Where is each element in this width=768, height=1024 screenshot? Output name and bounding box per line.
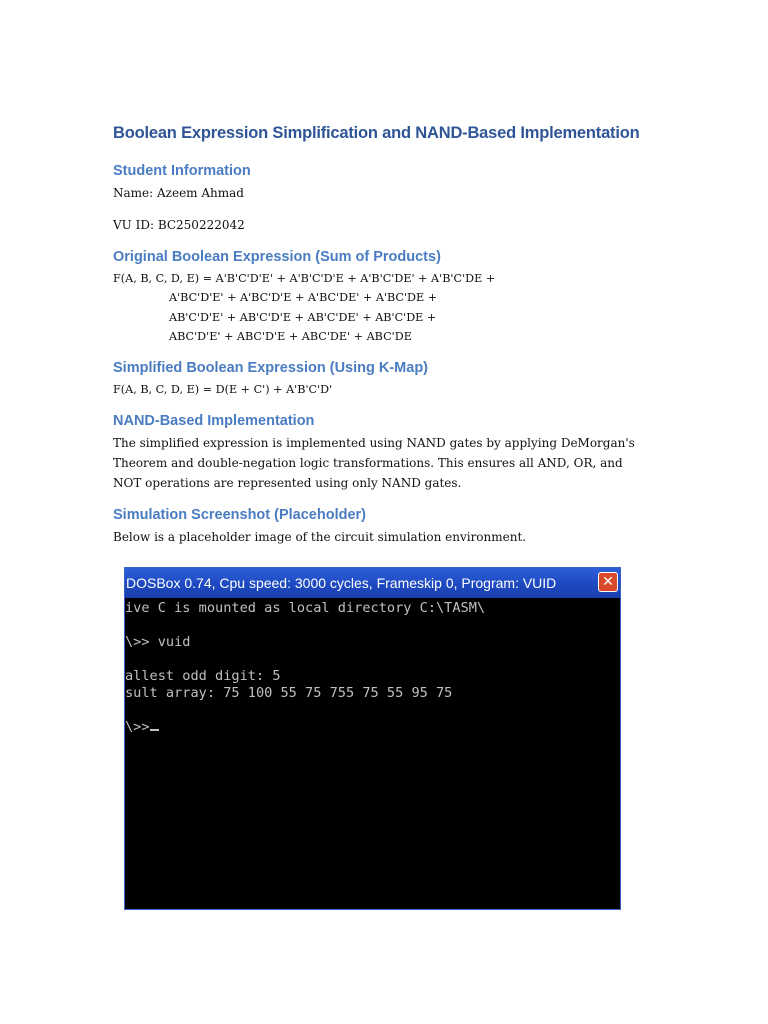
console-prompt: \>> [125, 719, 150, 735]
dosbox-title: DOSBox 0.74, Cpu speed: 3000 cycles, Frameskip 0, Program: VUID [126, 575, 557, 591]
student-name: Name: Azeem Ahmad [113, 186, 244, 200]
dosbox-console [125, 598, 620, 736]
simplified-expression-heading: Simplified Boolean Expression (Using K-Map) [113, 360, 429, 377]
expression-line: ABC'D'E' + ABC'D'E + ABC'DE' + ABC'DE [169, 329, 412, 343]
dosbox-screenshot [124, 567, 621, 910]
nand-paragraph: The simplified expression is implemented using NAND gates by applying DeMorgan's Theorem and double-negation logic transformations. This ensures all AND, OR, and NOT operations are represented using only NAND gates. [113, 436, 635, 491]
expression-line: A'BC'D'E' + A'BC'D'E + A'BC'DE' + A'BC'DE + [169, 291, 438, 305]
nand-heading: NAND-Based Implementation [113, 413, 315, 430]
close-icon[interactable]: ✕ [598, 572, 618, 592]
console-line: sult array: 75 100 55 75 755 75 55 95 75 [125, 685, 453, 701]
original-expression-heading: Original Boolean Expression (Sum of Products) [113, 249, 441, 265]
student-vuid: VU ID: BC250222042 [113, 218, 245, 232]
console-line: allest odd digit: 5 [125, 668, 281, 684]
expression-line: F(A, B, C, D, E) = A'B'C'D'E' + A'B'C'D'E + A'B'C'DE' + A'B'C'DE + [113, 272, 496, 285]
document-page [113, 124, 653, 547]
console-line: \>> vuid [125, 634, 191, 650]
console-prompt-line [125, 719, 620, 736]
console-line: ive C is mounted as local directory C:\TASM\ [125, 600, 486, 616]
simulation-caption: Below is a placeholder image of the circuit simulation environment. [113, 530, 527, 545]
document-title: Boolean Expression Simplification and NAND-Based Implementation [113, 124, 640, 142]
expression-line: AB'C'D'E' + AB'C'D'E + AB'C'DE' + AB'C'DE + [169, 310, 437, 324]
simplified-expression: F(A, B, C, D, E) = D(E + C') + A'B'C'D' [113, 383, 333, 397]
dosbox-titlebar [125, 568, 620, 598]
simulation-heading: Simulation Screenshot (Placeholder) [113, 507, 366, 524]
student-info-heading: Student Information [113, 163, 251, 179]
cursor-icon [150, 729, 159, 731]
